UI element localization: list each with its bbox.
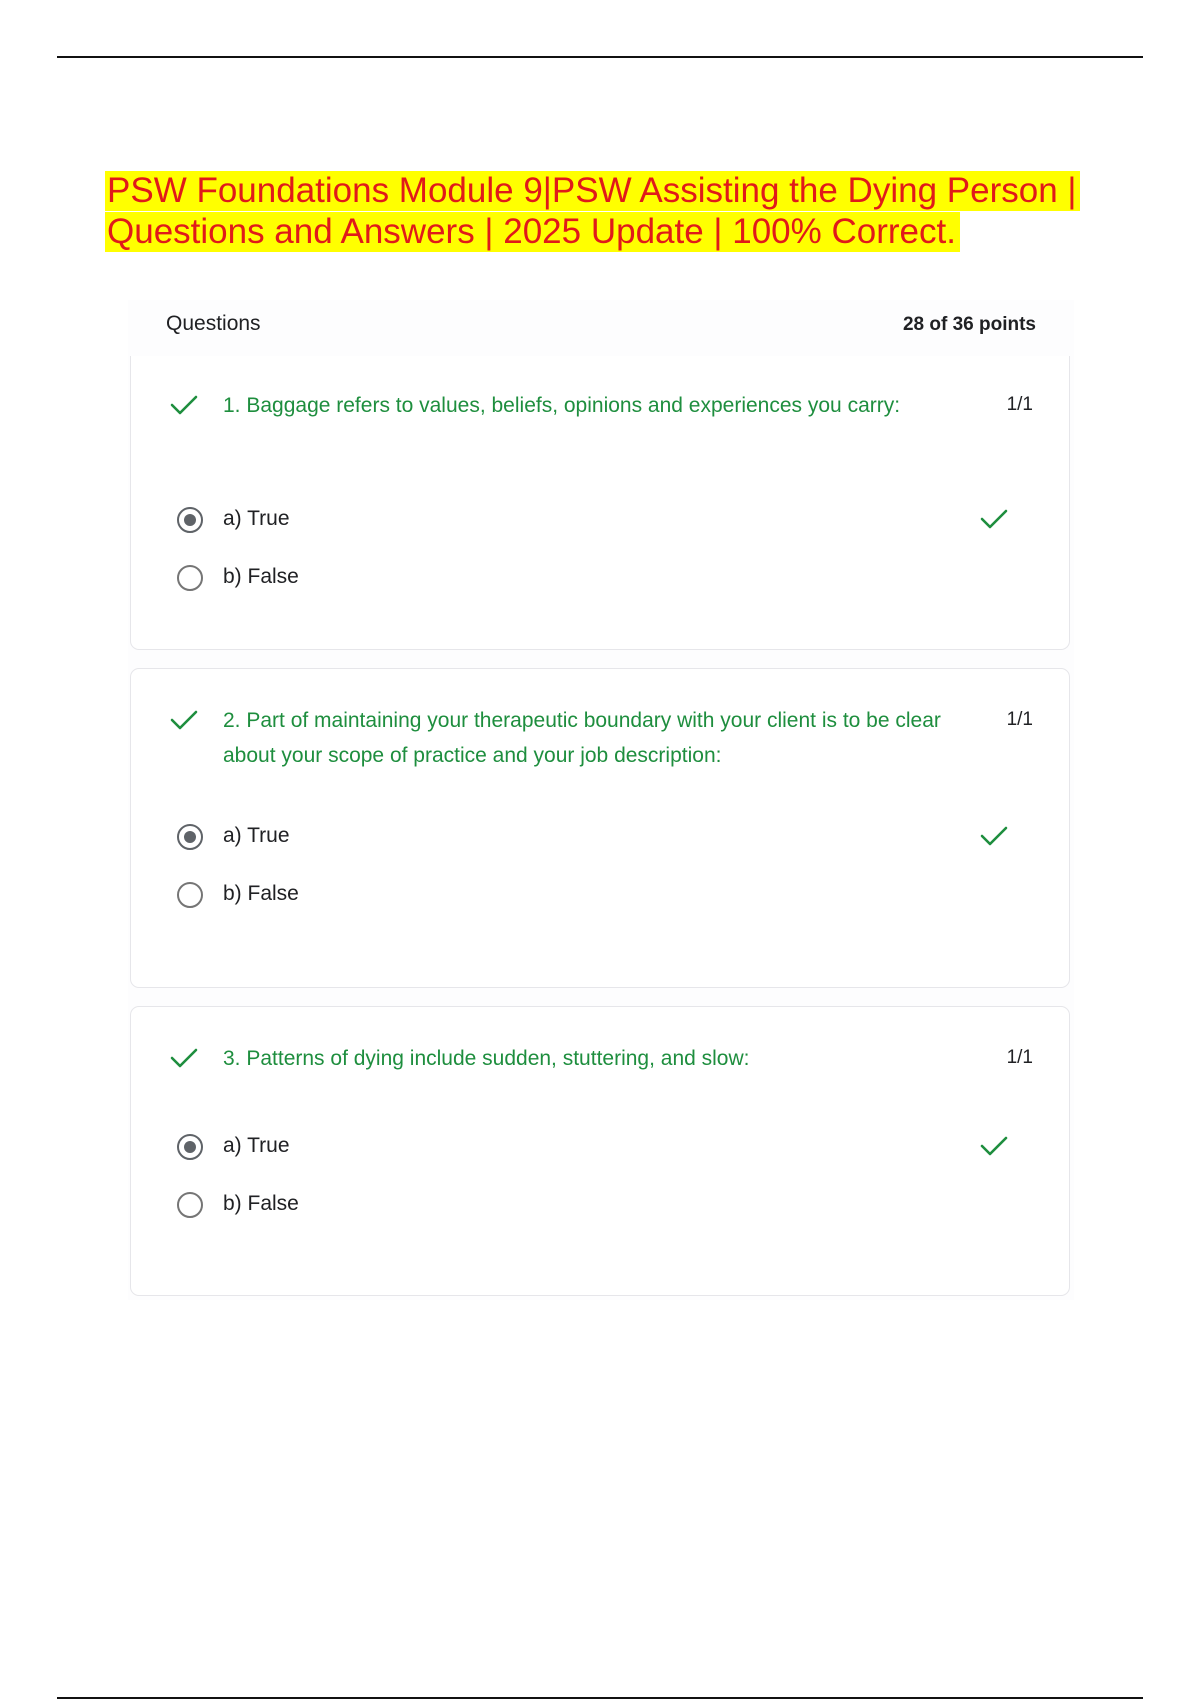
top-rule <box>57 56 1143 58</box>
radio-button-selected[interactable] <box>177 1134 203 1160</box>
option-false[interactable] <box>177 881 1037 913</box>
question-card-2 <box>130 668 1070 988</box>
document-title <box>105 170 1115 252</box>
option-label: a) True <box>223 507 290 530</box>
option-true[interactable] <box>177 823 1037 855</box>
radio-button[interactable] <box>177 1192 203 1218</box>
question-score: 1/1 <box>1006 394 1033 415</box>
radio-button-selected[interactable] <box>177 507 203 533</box>
question-text: 2. Part of maintaining your therapeutic boundary with your client is to be clear about your scope of practice and your job description: <box>223 709 941 767</box>
quiz-header <box>166 312 1036 342</box>
questions-heading: Questions <box>166 312 261 335</box>
check-icon <box>169 394 199 416</box>
check-icon <box>979 825 1009 847</box>
question-card-1 <box>130 356 1070 650</box>
option-label: a) True <box>223 1134 290 1157</box>
check-icon <box>979 1135 1009 1157</box>
question-card-3 <box>130 1006 1070 1296</box>
check-icon <box>169 1047 199 1069</box>
radio-button[interactable] <box>177 565 203 591</box>
check-icon <box>169 709 199 731</box>
option-label: b) False <box>223 1192 299 1215</box>
option-label: a) True <box>223 824 290 847</box>
quiz-results <box>128 300 1074 1300</box>
radio-button-selected[interactable] <box>177 824 203 850</box>
option-false[interactable] <box>177 564 1037 596</box>
question-text: 1. Baggage refers to values, beliefs, opinions and experiences you carry: <box>223 394 901 417</box>
document-title-line-2: Questions and Answers | 2025 Update | 100% Correct. <box>105 212 960 252</box>
question-score: 1/1 <box>1006 1047 1033 1068</box>
bottom-rule <box>57 1697 1143 1699</box>
option-label: b) False <box>223 565 299 588</box>
option-label: b) False <box>223 882 299 905</box>
question-text: 3. Patterns of dying include sudden, stuttering, and slow: <box>223 1047 750 1070</box>
document-title-line-1: PSW Foundations Module 9|PSW Assisting the Dying Person | <box>105 171 1080 211</box>
question-score: 1/1 <box>1006 709 1033 730</box>
radio-button[interactable] <box>177 882 203 908</box>
option-true[interactable] <box>177 506 1037 538</box>
check-icon <box>979 508 1009 530</box>
option-true[interactable] <box>177 1133 1037 1165</box>
total-score: 28 of 36 points <box>902 314 1036 335</box>
option-false[interactable] <box>177 1191 1037 1223</box>
